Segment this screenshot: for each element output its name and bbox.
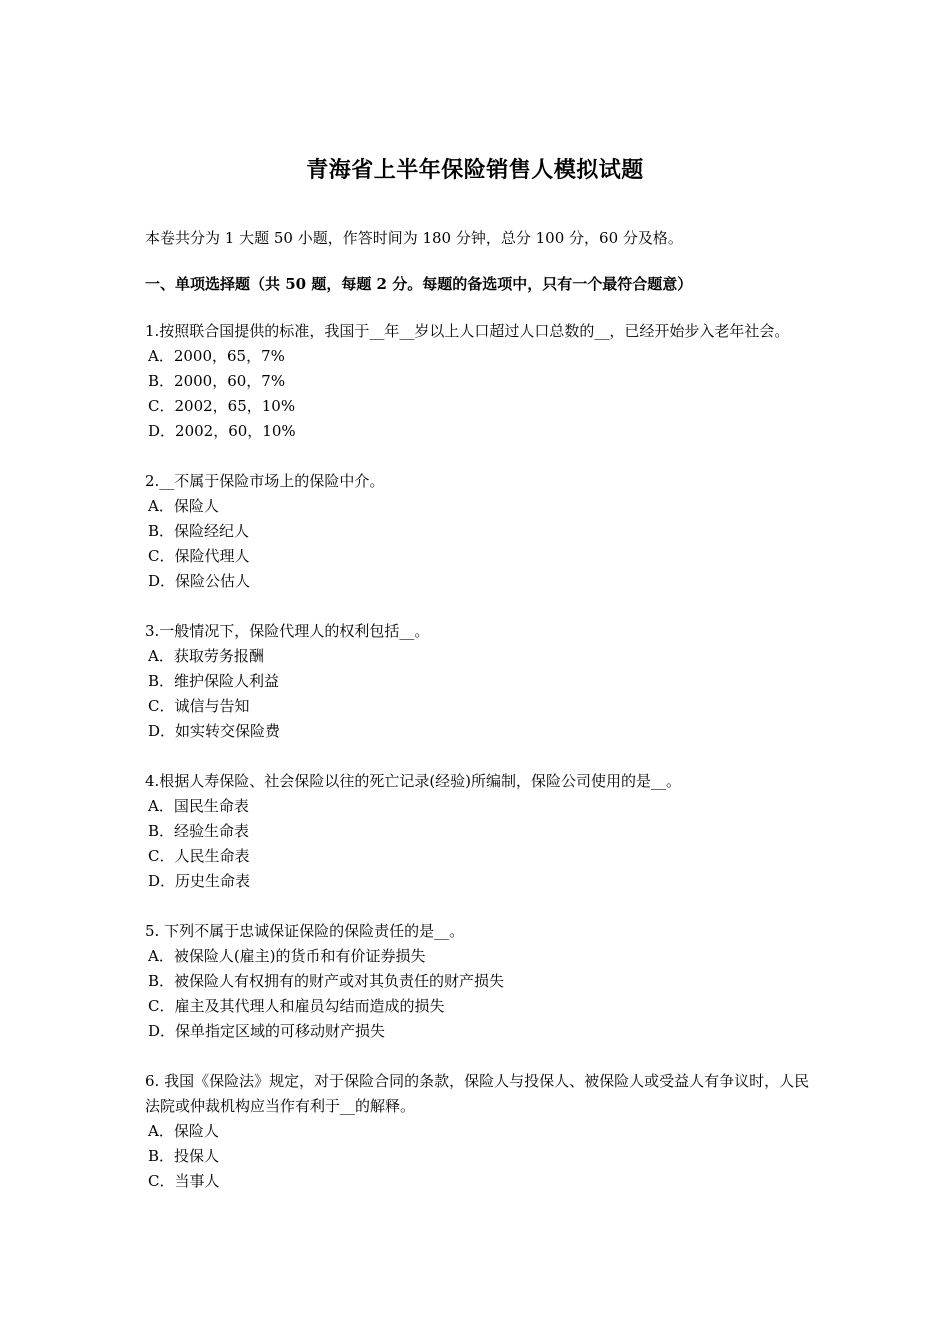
question-2 (145, 469, 810, 594)
option-c: C．雇主及其代理人和雇员勾结而造成的损失 (148, 997, 445, 1015)
question-stem: 4.根据人寿保险、社会保险以往的死亡记录(经验)所编制，保险公司使用的是__。 (145, 772, 682, 790)
question-stem: 2.__不属于保险市场上的保险中介。 (145, 472, 385, 490)
question-stem: 1.按照联合国提供的标准，我国于__年__岁以上人口超过人口总数的__，已经开始步入老年社会。 (145, 322, 790, 340)
option-a: A．被保险人(雇主)的货币和有价证券损失 (148, 947, 426, 965)
option-c: C．保险代理人 (148, 547, 250, 565)
option-a: A．获取劳务报酬 (148, 647, 264, 665)
option-d: D．2002，60，10% (148, 422, 296, 440)
question-6 (145, 1069, 810, 1194)
option-b: B．投保人 (148, 1147, 220, 1165)
option-d: D．保险公估人 (148, 572, 251, 590)
option-b: B．被保险人有权拥有的财产或对其负责任的财产损失 (148, 972, 505, 990)
option-d: D．如实转交保险费 (148, 722, 281, 740)
option-c: C．2002，65，10% (148, 397, 296, 415)
question-stem: 6. 我国《保险法》规定，对于保险合同的条款，保险人与投保人、被保险人或受益人有争议时，人民法院或仲裁机构应当作有利于__的解释。 (145, 1072, 810, 1115)
option-a: A．保险人 (148, 1122, 219, 1140)
option-c: C．诚信与告知 (148, 697, 250, 715)
option-b: B．保险经纪人 (148, 522, 250, 540)
option-b: B．2000，60，7% (148, 372, 286, 390)
question-stem: 3.一般情况下，保险代理人的权利包括__。 (145, 622, 430, 640)
option-c: C．当事人 (148, 1172, 220, 1190)
option-a: A．国民生命表 (148, 797, 249, 815)
question-3 (145, 619, 810, 744)
document-title: 青海省上半年保险销售人模拟试题 (306, 157, 644, 183)
option-d: D．历史生命表 (148, 872, 251, 890)
option-b: B．经验生命表 (148, 822, 250, 840)
option-c: C．人民生命表 (148, 847, 250, 865)
question-1 (145, 319, 810, 444)
section-heading: 一、单项选择题（共 50 题，每题 2 分。每题的备选项中，只有一个最符合题意） (145, 275, 693, 293)
question-4 (145, 769, 810, 894)
option-a: A．2000，65，7% (148, 347, 285, 365)
question-5 (145, 919, 810, 1044)
option-d: D．保单指定区域的可移动财产损失 (148, 1022, 386, 1040)
document-body (145, 226, 810, 1219)
exam-intro: 本卷共分为 1 大题 50 小题，作答时间为 180 分钟，总分 100 分，60 分及格。 (145, 229, 683, 247)
option-a: A．保险人 (148, 497, 219, 515)
option-b: B．维护保险人利益 (148, 672, 280, 690)
question-stem: 5. 下列不属于忠诚保证保险的保险责任的是__。 (145, 922, 465, 940)
